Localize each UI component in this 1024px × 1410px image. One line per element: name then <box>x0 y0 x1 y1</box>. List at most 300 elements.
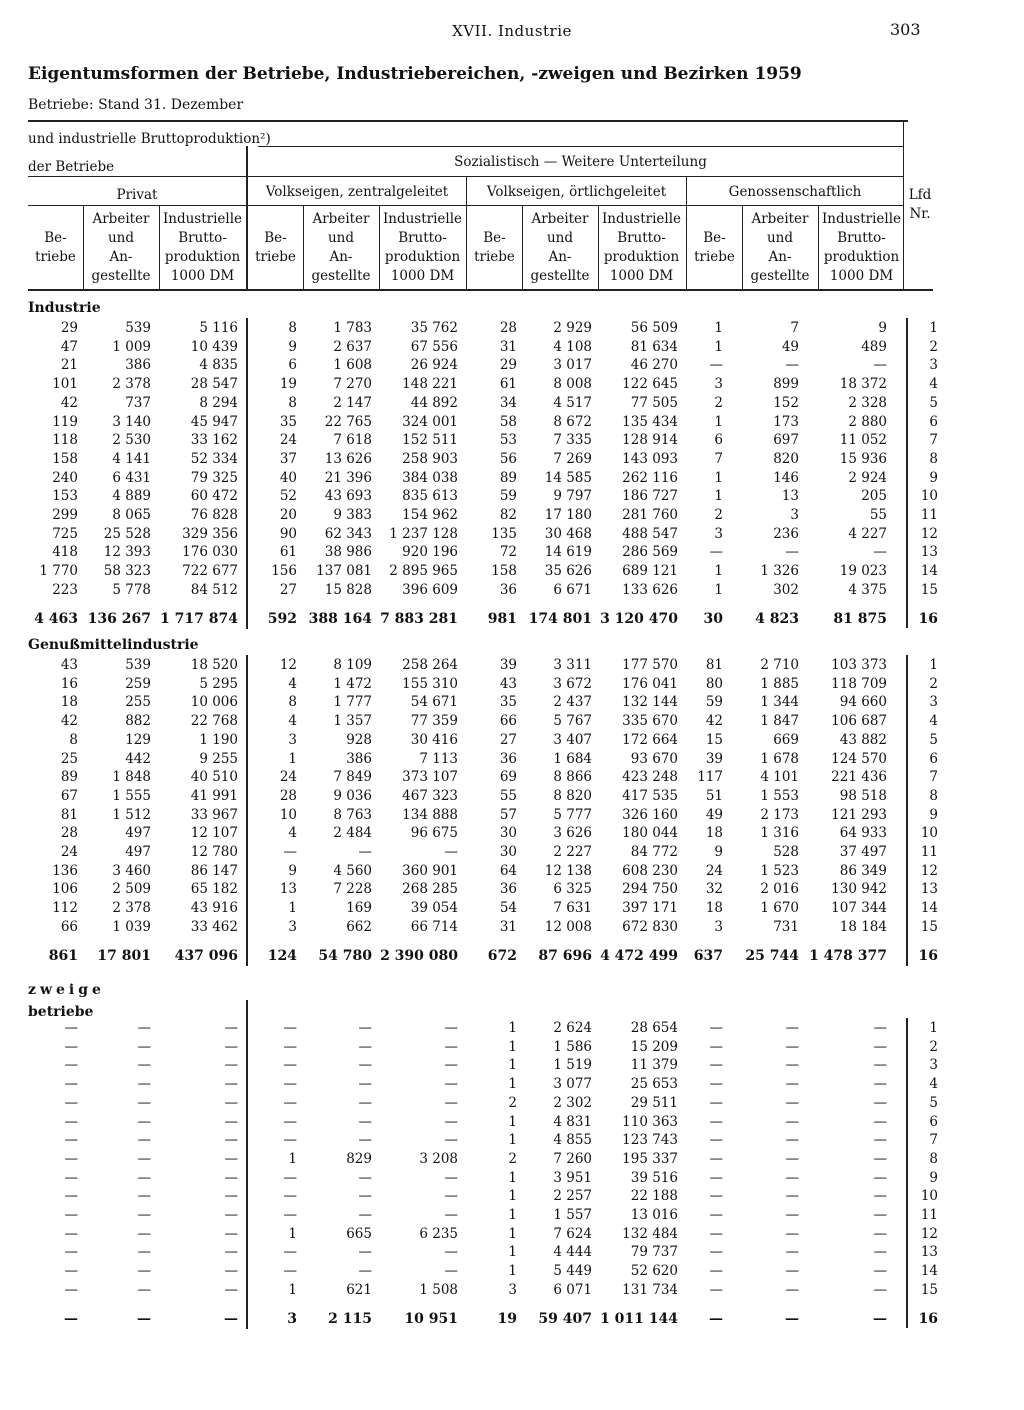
running-head: XVII. Industrie <box>452 22 572 40</box>
table-cell: — <box>873 1057 887 1074</box>
lfd-nr-cell: 1 <box>929 1020 938 1036</box>
subheader-betriebe: Be- triebe <box>255 230 296 265</box>
table-cell: 87 696 <box>538 947 592 964</box>
table-cell: 19 <box>279 376 297 393</box>
table-cell: 121 293 <box>831 806 887 823</box>
lfd-nr-cell: 14 <box>920 1263 938 1280</box>
table-cell: 608 230 <box>622 862 678 879</box>
table-cell: 386 <box>346 750 372 767</box>
table-cell: 17 801 <box>97 947 151 964</box>
table-cell: — <box>785 544 799 561</box>
table-cell: — <box>224 1150 238 1167</box>
table-cell: 4 <box>288 825 297 842</box>
table-cell: 37 <box>279 450 297 467</box>
table-cell: 1 770 <box>39 563 78 580</box>
table-cell: 24 <box>279 769 297 786</box>
table-cell: 89 <box>60 769 78 786</box>
table-cell: 81 634 <box>630 338 678 355</box>
table-cell: 4 831 <box>553 1113 592 1130</box>
table-cell: 7 260 <box>553 1150 592 1167</box>
lfd-nr-cell: 11 <box>920 507 938 523</box>
table-cell: 2 390 080 <box>380 947 458 964</box>
table-cell: 417 535 <box>622 787 678 804</box>
table-cell: 42 <box>705 713 723 730</box>
table-cell: 25 744 <box>745 947 799 964</box>
table-cell: 7 335 <box>553 432 592 449</box>
table-cell: 29 <box>499 357 517 374</box>
table-cell: 124 570 <box>831 750 887 767</box>
table-cell: 294 750 <box>622 881 678 898</box>
header-group-privat: Privat <box>116 187 158 203</box>
table-cell: 154 962 <box>402 507 458 523</box>
table-cell: 1 <box>714 563 723 580</box>
table-cell: 172 664 <box>622 731 678 748</box>
table-row <box>0 1207 1024 1226</box>
lfd-nr-cell: 9 <box>929 469 938 486</box>
table-cell: 2 257 <box>553 1188 592 1205</box>
table-cell: — <box>358 1076 372 1093</box>
table-cell: 177 570 <box>622 657 678 673</box>
lfd-nr-cell: 3 <box>929 357 938 374</box>
table-cell: 43 882 <box>839 731 887 748</box>
table-cell: 1 553 <box>760 787 799 804</box>
table-cell: 1 508 <box>419 1281 458 1298</box>
table-cell: 1 777 <box>333 694 372 711</box>
table-cell: 286 569 <box>622 544 678 561</box>
table-cell: 155 310 <box>402 675 458 692</box>
table-cell: — <box>283 1188 297 1205</box>
lfd-nr-cell: 12 <box>920 1225 938 1242</box>
table-cell: 33 162 <box>190 432 238 449</box>
table-cell: — <box>224 1076 238 1093</box>
table-cell: 2 147 <box>333 394 372 411</box>
table-cell: 110 363 <box>622 1113 678 1130</box>
table-cell: — <box>358 1113 372 1130</box>
table-cell: — <box>709 1094 723 1111</box>
page-number: 303 <box>890 20 921 39</box>
table-cell: 18 184 <box>839 918 887 935</box>
header-group-volkseigen-oertlich: Volkseigen, örtlichgeleitet <box>486 184 667 200</box>
table-cell: 103 373 <box>831 657 887 673</box>
table-row <box>0 732 1024 751</box>
table-cell: 665 <box>346 1225 372 1242</box>
table-cell: 329 356 <box>182 525 238 542</box>
table-cell: 72 <box>499 544 517 561</box>
table-cell: — <box>137 1281 151 1298</box>
table-cell: 169 <box>346 900 372 917</box>
table-cell: 1 472 <box>333 675 372 692</box>
table-cell: 2 880 <box>848 413 887 430</box>
table-cell: 9 797 <box>553 488 592 505</box>
table-cell: — <box>224 1207 238 1223</box>
table-cell: — <box>64 1076 78 1093</box>
table-cell: 8 866 <box>553 769 592 786</box>
table-cell: — <box>137 1132 151 1149</box>
table-cell: 7 269 <box>553 450 592 467</box>
table-cell: 268 285 <box>402 881 458 898</box>
lfd-nr-cell: 11 <box>920 1207 938 1223</box>
table-cell: 2 173 <box>760 806 799 823</box>
table-cell: 158 <box>52 450 78 467</box>
table-cell: 21 396 <box>324 469 372 486</box>
table-cell: 84 772 <box>630 844 678 860</box>
table-cell: — <box>785 1225 799 1242</box>
lfd-nr-cell: 6 <box>929 750 938 767</box>
table-cell: 12 393 <box>103 544 151 561</box>
table-cell: 129 <box>125 731 151 748</box>
table-cell: — <box>873 1094 887 1111</box>
table-cell: 4 560 <box>333 862 372 879</box>
table-cell: 56 509 <box>630 320 678 336</box>
table-cell: — <box>873 1263 887 1280</box>
table-cell: 240 <box>52 469 78 486</box>
table-cell: 15 828 <box>324 581 372 598</box>
table-cell: 8 109 <box>333 657 372 673</box>
table-cell: 79 325 <box>190 469 238 486</box>
table-cell: — <box>873 1225 887 1242</box>
table-cell: — <box>64 1244 78 1261</box>
table-cell: — <box>358 1244 372 1261</box>
table-cell: — <box>64 1020 78 1036</box>
rule-soz-top <box>258 146 903 147</box>
table-cell: — <box>709 1244 723 1261</box>
table-cell: 49 <box>781 338 799 355</box>
table-cell: 84 512 <box>190 581 238 598</box>
table-cell: 899 <box>773 376 799 393</box>
table-cell: — <box>444 1169 458 1186</box>
table-cell: — <box>709 1188 723 1205</box>
table-cell: 123 743 <box>622 1132 678 1149</box>
table-cell: — <box>64 1281 78 1298</box>
table-cell: 6 325 <box>553 881 592 898</box>
table-cell: 25 528 <box>103 525 151 542</box>
table-cell: 10 <box>279 806 297 823</box>
table-cell: 8 <box>69 731 78 748</box>
table-cell: — <box>64 1169 78 1186</box>
table-cell: 67 556 <box>410 338 458 355</box>
table-cell: — <box>785 1150 799 1167</box>
table-cell: — <box>709 357 723 374</box>
table-cell: — <box>358 1188 372 1205</box>
lfd-nr-cell: 9 <box>929 806 938 823</box>
lfd-nr-cell: 7 <box>929 1132 938 1149</box>
table-cell: 152 <box>773 394 799 411</box>
table-cell: 236 <box>773 525 799 542</box>
table-cell: 22 188 <box>630 1188 678 1205</box>
table-cell: 66 <box>499 713 517 730</box>
table-cell: 80 <box>705 675 723 692</box>
table-cell: 22 768 <box>190 713 238 730</box>
table-cell: 384 038 <box>402 469 458 486</box>
table-row <box>0 1244 1024 1263</box>
table-cell: — <box>64 1310 78 1327</box>
rule-header-bottom <box>28 289 933 291</box>
table-cell: — <box>283 1020 297 1036</box>
table-row <box>0 751 1024 770</box>
table-cell: — <box>283 1113 297 1130</box>
table-row <box>0 376 1024 395</box>
table-cell: 124 <box>267 947 297 964</box>
table-cell: 2 710 <box>760 657 799 673</box>
table-cell: — <box>358 1038 372 1055</box>
lfd-nr-cell: 10 <box>920 1188 938 1205</box>
table-cell: 1 519 <box>553 1057 592 1074</box>
table-row <box>0 1170 1024 1189</box>
table-cell: 18 <box>705 900 723 917</box>
table-cell: 302 <box>773 581 799 598</box>
table-cell: — <box>785 1057 799 1074</box>
lfd-column-rule <box>906 1018 908 1328</box>
table-cell: 299 <box>52 507 78 523</box>
table-cell: 621 <box>346 1281 372 1298</box>
table-cell: 77 359 <box>410 713 458 730</box>
table-cell: 1 <box>508 1225 517 1242</box>
table-cell: 36 <box>499 750 517 767</box>
table-cell: 64 <box>499 862 517 879</box>
table-cell: — <box>137 1020 151 1036</box>
table-cell: 98 518 <box>839 787 887 804</box>
table-cell: — <box>709 1020 723 1036</box>
table-cell: — <box>709 1225 723 1242</box>
table-title: Eigentumsformen der Betriebe, Industriebereichen, -zweigen und Bezirken 1959 <box>28 64 802 84</box>
table-cell: 89 <box>499 469 517 486</box>
table-cell: 3 <box>288 731 297 748</box>
table-cell: 173 <box>773 413 799 430</box>
table-cell: 258 903 <box>402 450 458 467</box>
section-label: Industrie <box>28 300 101 316</box>
table-row <box>0 1132 1024 1151</box>
table-cell: 7 228 <box>333 881 372 898</box>
table-cell: 57 <box>499 806 517 823</box>
total-row <box>0 611 1024 630</box>
table-cell: 2 378 <box>112 900 151 917</box>
table-cell: 1 586 <box>553 1038 592 1055</box>
table-cell: 55 <box>499 787 517 804</box>
table-cell: 539 <box>125 320 151 336</box>
table-cell: — <box>873 1132 887 1149</box>
table-cell: 137 081 <box>316 563 372 580</box>
table-cell: — <box>137 1188 151 1205</box>
table-cell: — <box>709 1076 723 1093</box>
table-cell: 79 737 <box>630 1244 678 1261</box>
table-cell: — <box>224 1188 238 1205</box>
table-cell: — <box>358 1207 372 1223</box>
table-cell: — <box>358 844 372 860</box>
table-cell: 1 344 <box>760 694 799 711</box>
table-cell: 29 <box>60 320 78 336</box>
table-cell: 42 <box>60 394 78 411</box>
table-cell: 258 264 <box>402 657 458 673</box>
table-cell: 223 <box>52 581 78 598</box>
table-row <box>0 1020 1024 1039</box>
table-cell: 58 323 <box>103 563 151 580</box>
table-cell: — <box>137 1244 151 1261</box>
table-cell: — <box>224 1310 238 1327</box>
table-cell: 53 <box>499 432 517 449</box>
table-cell: 423 248 <box>622 769 678 786</box>
table-cell: 1 783 <box>333 320 372 336</box>
table-cell: 18 <box>705 825 723 842</box>
table-cell: 54 671 <box>410 694 458 711</box>
table-cell: — <box>444 1057 458 1074</box>
lfd-nr-cell: 3 <box>929 694 938 711</box>
table-cell: 90 <box>279 525 297 542</box>
table-cell: 8 008 <box>553 376 592 393</box>
table-row <box>0 694 1024 713</box>
table-cell: — <box>358 1169 372 1186</box>
table-cell: 39 054 <box>410 900 458 917</box>
lfd-nr-cell: 12 <box>920 525 938 542</box>
lfd-nr-cell: 15 <box>920 581 938 598</box>
table-cell: 3 017 <box>553 357 592 374</box>
table-cell: 195 337 <box>622 1150 678 1167</box>
table-cell: 9 <box>878 320 887 336</box>
table-cell: 1 848 <box>112 769 151 786</box>
table-cell: — <box>444 1188 458 1205</box>
table-cell: 62 343 <box>324 525 372 542</box>
table-cell: 5 116 <box>199 320 238 336</box>
table-row <box>0 563 1024 582</box>
table-cell: 4 108 <box>553 338 592 355</box>
table-cell: 737 <box>125 394 151 411</box>
table-cell: 928 <box>346 731 372 748</box>
table-cell: — <box>283 1244 297 1261</box>
table-cell: 1 <box>508 1057 517 1074</box>
table-cell: 52 620 <box>630 1263 678 1280</box>
table-cell: 8 <box>288 694 297 711</box>
table-cell: 35 <box>499 694 517 711</box>
table-cell: 3 140 <box>112 413 151 430</box>
table-row <box>0 1076 1024 1095</box>
table-row <box>0 526 1024 545</box>
table-cell: 14 619 <box>544 544 592 561</box>
table-cell: 1 316 <box>760 825 799 842</box>
lfd-nr-cell: 4 <box>929 1076 938 1093</box>
table-cell: 2 227 <box>553 844 592 860</box>
table-cell: 30 <box>499 844 517 860</box>
table-cell: 1 670 <box>760 900 799 917</box>
table-cell: — <box>444 1094 458 1111</box>
table-cell: 54 780 <box>318 947 372 964</box>
table-cell: — <box>709 1113 723 1130</box>
table-cell: 1 684 <box>553 750 592 767</box>
subheader-arbeiter-angestellte: Arbeiter und An- gestellte <box>311 211 371 284</box>
rule-privat-right <box>246 146 248 290</box>
table-cell: — <box>444 1207 458 1223</box>
table-cell: — <box>358 1263 372 1280</box>
table-cell: 35 <box>279 413 297 430</box>
table-row <box>0 451 1024 470</box>
table-cell: 4 823 <box>755 610 799 627</box>
table-cell: 49 <box>705 806 723 823</box>
lfd-nr-cell: 7 <box>929 769 938 786</box>
table-cell: — <box>137 1207 151 1223</box>
table-cell: 152 511 <box>402 432 458 449</box>
table-cell: 4 835 <box>199 357 238 374</box>
table-cell: 1 237 128 <box>389 525 458 542</box>
lfd-nr-cell: 16 <box>918 610 938 627</box>
table-cell: 9 <box>288 862 297 879</box>
table-cell: 106 <box>52 881 78 898</box>
lfd-nr-cell: 1 <box>929 320 938 336</box>
table-cell: 205 <box>861 488 887 505</box>
table-cell: 93 670 <box>630 750 678 767</box>
lfd-nr-cell: 14 <box>920 900 938 917</box>
table-cell: 11 052 <box>839 432 887 449</box>
table-cell: 10 951 <box>404 1310 458 1327</box>
table-cell: 3 311 <box>553 657 592 673</box>
table-cell: 176 030 <box>182 544 238 561</box>
table-cell: — <box>358 1057 372 1074</box>
table-cell: 1 039 <box>112 918 151 935</box>
table-cell: 386 <box>125 357 151 374</box>
table-cell: 43 916 <box>190 900 238 917</box>
table-cell: 1 <box>508 1132 517 1149</box>
lfd-nr-cell: 13 <box>920 1244 938 1261</box>
table-cell: — <box>785 1244 799 1261</box>
table-row <box>0 488 1024 507</box>
table-cell: — <box>137 1169 151 1186</box>
table-cell: 7 883 281 <box>380 610 458 627</box>
table-cell: 1 <box>714 338 723 355</box>
table-cell: 3 <box>287 1310 297 1327</box>
table-cell: 13 626 <box>324 450 372 467</box>
table-cell: 1 011 144 <box>600 1310 678 1327</box>
table-cell: 21 <box>60 357 78 374</box>
table-row <box>0 1226 1024 1245</box>
table-cell: 136 <box>52 862 78 879</box>
table-cell: — <box>137 1057 151 1074</box>
table-row <box>0 1151 1024 1170</box>
subheader-arbeiter-angestellte: Arbeiter und An- gestellte <box>750 211 810 284</box>
table-row <box>0 395 1024 414</box>
table-cell: 67 <box>60 787 78 804</box>
table-cell: 52 <box>279 488 297 505</box>
table-cell: 2 <box>508 1094 517 1111</box>
table-cell: 9 036 <box>333 787 372 804</box>
table-cell: 27 <box>279 581 297 598</box>
table-cell: 1 <box>508 1020 517 1036</box>
table-cell: — <box>283 1038 297 1055</box>
lfd-column-rule <box>906 655 908 966</box>
table-cell: 1 478 377 <box>809 947 887 964</box>
table-cell: — <box>64 1057 78 1074</box>
table-cell: — <box>137 1038 151 1055</box>
table-cell: 1 357 <box>333 713 372 730</box>
table-row <box>0 1039 1024 1058</box>
table-cell: — <box>785 1281 799 1298</box>
table-cell: 45 947 <box>190 413 238 430</box>
table-cell: 122 645 <box>622 376 678 393</box>
table-cell: 829 <box>346 1150 372 1167</box>
table-cell: 5 449 <box>553 1263 592 1280</box>
subheader-betriebe: Be- triebe <box>694 230 735 265</box>
table-cell: — <box>873 1150 887 1167</box>
table-cell: 539 <box>125 657 151 673</box>
table-cell: 158 <box>491 563 517 580</box>
table-cell: — <box>64 1113 78 1130</box>
table-cell: — <box>444 1113 458 1130</box>
table-cell: 1 190 <box>199 731 238 748</box>
table-cell: — <box>224 1057 238 1074</box>
table-cell: — <box>873 1281 887 1298</box>
table-cell: — <box>785 1188 799 1205</box>
table-row <box>0 470 1024 489</box>
table-row <box>0 863 1024 882</box>
privat-column-rule <box>246 1000 248 1329</box>
table-cell: 118 <box>52 432 78 449</box>
table-cell: 2 509 <box>112 881 151 898</box>
